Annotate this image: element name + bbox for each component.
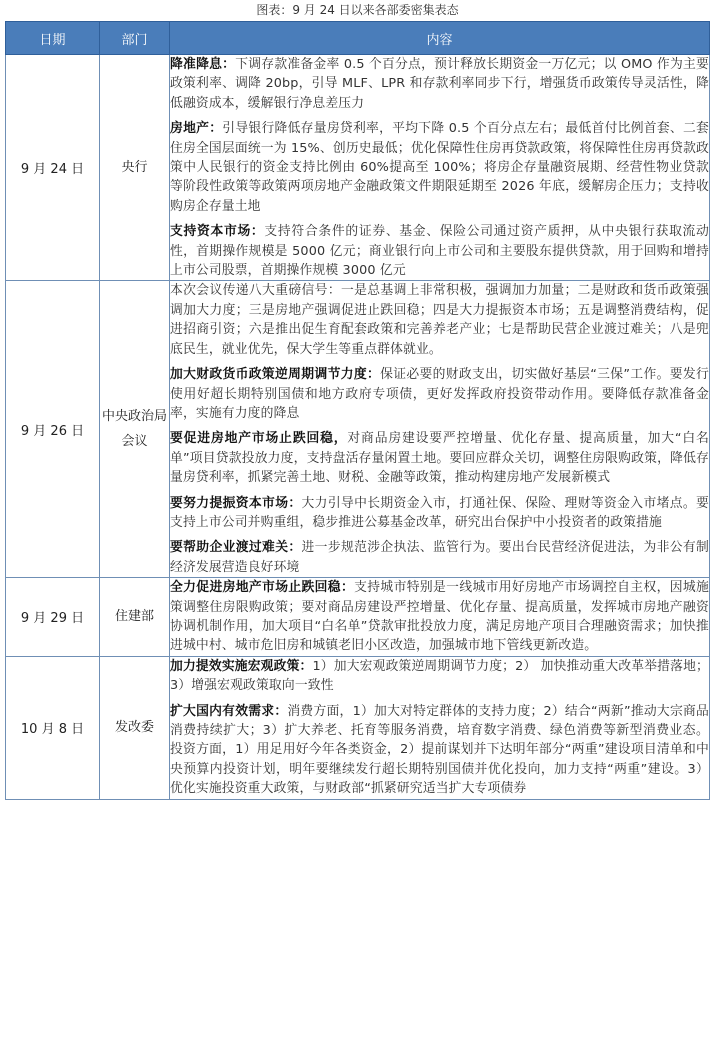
content-paragraph [170, 657, 709, 696]
paragraph-text: 下调存款准备金率 0.5 个百分点，预计释放长期资金一万亿元；以 OMO 作为主要政策利率、调降 20bp，引导 MLF、LPR 和存款利率同步下行，增强货币政策传导灵活性，降低融资成本，缓解银行净息差压力 [170, 57, 709, 111]
row-content [170, 656, 710, 799]
paragraph-heading: 支持资本市场： [170, 224, 265, 240]
content-paragraph [170, 222, 709, 280]
paragraph-heading: 降准降息： [170, 57, 236, 72]
paragraph-heading: 要帮助企业渡过难关： [170, 540, 302, 556]
paragraph-heading: 扩大国内有效需求： [170, 703, 288, 719]
row-date: 9 月 26 日 [6, 281, 100, 578]
header-date: 日期 [6, 22, 100, 55]
paragraph-text: 进一步规范涉企执法、监管行为。要出台民营经济促进法，为非公有制经济发展营造良好环境 [170, 540, 709, 575]
row-date: 10 月 8 日 [6, 656, 100, 799]
content-paragraph [170, 429, 709, 487]
row-date: 9 月 24 日 [6, 55, 100, 281]
row-content [170, 281, 710, 578]
paragraph-heading: 加大财政货币政策逆周期调节力度： [170, 367, 381, 383]
content-paragraph [170, 578, 709, 656]
table-header-row [6, 22, 710, 55]
paragraph-text: 大力引导中长期资金入市，打通社保、保险、理财等资金入市堵点。要支持上市公司并购重组，稳步推进公募基金改革，研究出台保护中小投资者的政策措施 [170, 495, 709, 530]
paragraph-text: 引导银行降低存量房贷利率，平均下降 0.5 个百分点左右；最低首付比例首套、二套住房全国层面统一为 15%、创历史最低；优化保障性住房再贷款政策，将保障性住房再贷款政策中人民银行的资金支持比例由 60%提高至 100%；将房企存量融资展期、经营性物业贷款等阶段性政策等政策两项房地产金融政策文件期限延期至 2026 年底，缓解房企压力；支持收购房企存量土地 [170, 121, 709, 214]
table-row [6, 656, 710, 799]
paragraph-heading: 加力提效实施宏观政策： [170, 658, 313, 674]
paragraph-text: 保证必要的财政支出，切实做好基层“三保”工作。要发行使用好超长期特别国债和地方政府专项债，更好发挥政府投资带动作用。要降低存款准备金率，实施有力度的降息 [170, 367, 709, 421]
row-department: 住建部 [100, 578, 170, 657]
paragraph-heading: 全力促进房地产市场止跌回稳： [170, 580, 355, 596]
content-paragraph [170, 538, 709, 577]
content-paragraph [170, 365, 709, 423]
table-row [6, 55, 710, 281]
content-paragraph [170, 281, 709, 359]
paragraph-heading: 要促进房地产市场止跌回稳， [170, 431, 348, 447]
content-paragraph [170, 55, 709, 113]
table-row [6, 281, 710, 578]
paragraph-heading: 要努力提振资本市场： [170, 495, 302, 511]
row-department: 中央政治局会议 [100, 281, 170, 578]
paragraph-text: 1）加大宏观政策逆周期调节力度；2） 加快推动重大改革举措落地；3）增强宏观政策取向一致性 [170, 658, 709, 694]
row-department: 央行 [100, 55, 170, 281]
paragraph-heading: 房地产： [170, 121, 223, 137]
paragraph-text: 消费方面，1）加大对特定群体的支持力度；2）结合“两新”推动大宗商品消费持续扩大；3）扩大养老、托育等服务消费，培育数字消费、绿色消费等新型消费业态。投资方面，1）用足用好今年各类资金，2）提前谋划并下达明年部分“两重”建设项目清单和中央预算内投资计划，明年要继续发行超长期特别国债并优化投向，加力支持“两重”建设。3）优化实施投资重大政策，与财政部“抓紧研究适当扩大专项债券 [170, 703, 709, 797]
paragraph-text: 支持符合条件的证券、基金、保险公司通过资产质押，从中央银行获取流动性，首期操作规模是 5000 亿元；商业银行向上市公司和主要股东提供贷款，用于回购和增持上市公司股票，首期操作规模 3000 亿元 [170, 224, 709, 279]
content-paragraph [170, 494, 709, 533]
row-content [170, 578, 710, 657]
row-content [170, 55, 710, 281]
paragraph-text: 对商品房建设要严控增量、优化存量、提高质量，加大“白名单”项目贷款投放力度，支持盘活存量闲置土地。要回应群众关切，调整住房限购政策，降低存量房贷利率，抓紧完善土地、财税、金融等政策，推动构建房地产发展新模式 [170, 431, 709, 486]
header-department: 部门 [100, 22, 170, 55]
policy-table [5, 21, 710, 800]
paragraph-text: 本次会议传递八大重磅信号：一是总基调上非常积极，强调加力加量；二是财政和货币政策强调加大力度；三是房地产强调促进止跌回稳；四是大力提振资本市场；五是调整消费结构，促进招商引资；六是推出促生育配套政策和完善养老产业；七是帮助民营企业渡过难关；八是兜底民生，就业优先，保大学生等重点群体就业。 [170, 283, 709, 357]
row-date: 9 月 29 日 [6, 578, 100, 657]
row-department: 发改委 [100, 656, 170, 799]
figure-caption: 图表：9 月 24 日以来各部委密集表态 [256, 3, 459, 17]
content-paragraph [170, 702, 709, 799]
table-row [6, 578, 710, 657]
content-paragraph [170, 119, 709, 216]
paragraph-text: 支持城市特别是一线城市用好房地产市场调控自主权，因城施策调整住房限购政策；要对商品房建设严控增量、优化存量、提高质量，发挥城市房地产融资协调机制作用，加大项目“白名单”贷款审批投放力度，满足房地产项目合理融资需求；加快推进城中村、城市危旧房和城镇老旧小区改造，加强城市地下管线更新改造。 [170, 580, 709, 654]
header-content: 内容 [170, 22, 710, 55]
